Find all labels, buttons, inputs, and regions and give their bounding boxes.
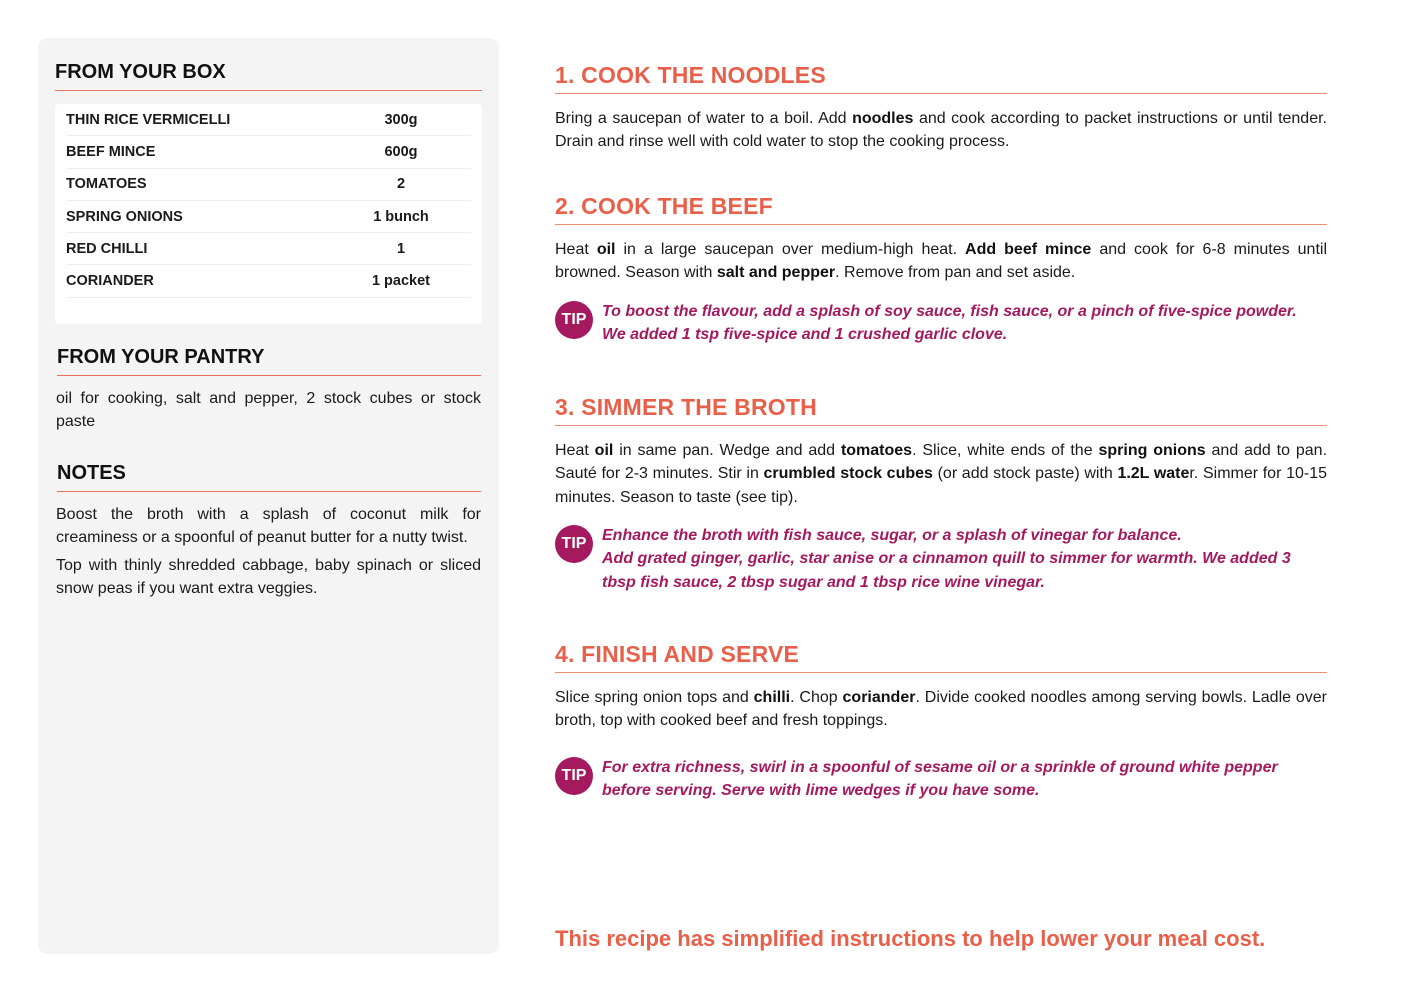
notes-text bbox=[56, 503, 481, 604]
step-title: 4. FINISH AND SERVE bbox=[555, 641, 1327, 673]
notes-paragraph: Top with thinly shredded cabbage, baby spinach or sliced snow peas if you want extra veggies. bbox=[56, 556, 481, 597]
notes-heading: NOTES bbox=[57, 462, 481, 492]
body-text: (or add stock paste) with bbox=[932, 465, 1118, 483]
bold-text: oil bbox=[594, 442, 614, 459]
bold-text: spring onions bbox=[1098, 442, 1206, 459]
step-body bbox=[555, 686, 1327, 733]
bold-text: noodles bbox=[852, 110, 914, 127]
body-text: Heat bbox=[555, 442, 595, 459]
ingredient-name: CORIANDER bbox=[66, 273, 154, 290]
tip-line: Add grated ginger, garlic, star anise or a cinnamon quill to simmer for warmth. We added 3 tbsp fish sauce, 2 tbsp sugar and 1 tbsp rice wine vinegar. bbox=[602, 550, 1291, 591]
tip-badge: TIP bbox=[555, 757, 593, 795]
body-text: and cook according to packet instructions or until tender. Drain and rinse well with cold water to stop the cooking process. bbox=[555, 110, 1327, 151]
from-your-box-heading: FROM YOUR BOX bbox=[55, 61, 482, 91]
sidebar-panel bbox=[38, 38, 499, 954]
tip-line: Enhance the broth with fish sauce, sugar, or a splash of vinegar for balance. bbox=[602, 527, 1182, 544]
tip-callout bbox=[555, 300, 1327, 347]
bold-text: 1.2L wate bbox=[1117, 465, 1190, 483]
table-row bbox=[66, 201, 471, 233]
from-your-pantry-heading: FROM YOUR PANTRY bbox=[57, 346, 481, 376]
bold-text: Add beef mince bbox=[965, 241, 1092, 258]
bold-text: chilli bbox=[753, 689, 791, 706]
body-text: . Chop bbox=[790, 689, 843, 706]
ingredient-qty: 1 packet bbox=[371, 273, 431, 290]
bold-text: oil bbox=[596, 241, 616, 258]
tip-text bbox=[602, 300, 1312, 347]
step-body bbox=[555, 238, 1327, 285]
tip-line: To boost the flavour, add a splash of soy sauce, fish sauce, or a pinch of five-spice powder. We added 1 tsp five-spice and 1 crushed garlic clove. bbox=[602, 303, 1297, 344]
body-text: . Slice, white ends of the bbox=[912, 442, 1099, 459]
bold-text: coriander bbox=[842, 689, 916, 706]
ingredient-name: BEEF MINCE bbox=[66, 143, 156, 160]
ingredients-table bbox=[55, 104, 482, 324]
pantry-text bbox=[56, 387, 481, 438]
ingredient-qty: 600g bbox=[384, 143, 418, 160]
tip-badge: TIP bbox=[555, 301, 593, 339]
tip-line: For extra richness, swirl in a spoonful of sesame oil or a sprinkle of ground white pepper before serving. Serve with lime wedges if you have some. bbox=[602, 759, 1278, 800]
bold-text: salt and pepper bbox=[716, 264, 836, 282]
ingredient-name: RED CHILLI bbox=[66, 240, 148, 257]
body-text: r. Simmer for 10-15 minutes. Season to taste (see tip). bbox=[555, 465, 1327, 506]
step-title: 1. COOK THE NOODLES bbox=[555, 62, 1327, 94]
step-title: 3. SIMMER THE BROTH bbox=[555, 394, 1327, 426]
tip-callout bbox=[555, 756, 1327, 803]
body-text: in same pan. Wedge and add bbox=[613, 442, 841, 459]
notes-paragraph: Boost the broth with a splash of coconut milk for creaminess or a spoonful of peanut butter for a nutty twist. bbox=[56, 506, 481, 547]
step-body bbox=[555, 439, 1327, 509]
step-body bbox=[555, 107, 1327, 154]
bold-text: tomatoes bbox=[840, 442, 913, 459]
bold-text: crumbled stock cubes bbox=[763, 465, 933, 483]
ingredient-qty: 1 bunch bbox=[373, 208, 429, 225]
table-row bbox=[66, 233, 471, 265]
body-text: . Divide cooked noodles among serving bowls. Ladle over broth, top with cooked beef and fresh toppings. bbox=[555, 689, 1328, 730]
tip-text bbox=[602, 756, 1312, 803]
step-title: 2. COOK THE BEEF bbox=[555, 193, 1327, 225]
body-text: and cook for 6-8 minutes until browned. Season with bbox=[555, 241, 1328, 282]
body-text: in a large saucepan over medium-high heat. bbox=[615, 241, 966, 258]
body-text: Bring a saucepan of water to a boil. Add bbox=[555, 110, 853, 127]
body-text: Slice spring onion tops and bbox=[555, 689, 754, 706]
pantry-paragraph: oil for cooking, salt and pepper, 2 stock cubes or stock paste bbox=[56, 390, 481, 431]
ingredient-qty: 2 bbox=[396, 176, 406, 193]
table-row bbox=[66, 104, 471, 136]
body-text: Heat bbox=[555, 241, 597, 258]
tip-text bbox=[602, 524, 1312, 594]
body-text: and add to pan. Sauté for 2-3 minutes. Stir in bbox=[555, 442, 1328, 483]
table-row bbox=[66, 136, 471, 168]
tip-callout bbox=[555, 524, 1327, 594]
ingredient-qty: 300g bbox=[384, 111, 418, 128]
footer-note: This recipe has simplified instructions to help lower your meal cost. bbox=[555, 926, 1266, 951]
ingredient-qty: 1 bbox=[396, 240, 406, 257]
ingredient-name: SPRING ONIONS bbox=[66, 208, 183, 225]
ingredient-name: THIN RICE VERMICELLI bbox=[66, 111, 231, 128]
body-text: . Remove from pan and set aside. bbox=[835, 264, 1076, 282]
table-row bbox=[66, 169, 471, 201]
tip-badge: TIP bbox=[555, 525, 593, 563]
table-row bbox=[66, 265, 471, 297]
ingredient-name: TOMATOES bbox=[66, 176, 147, 193]
